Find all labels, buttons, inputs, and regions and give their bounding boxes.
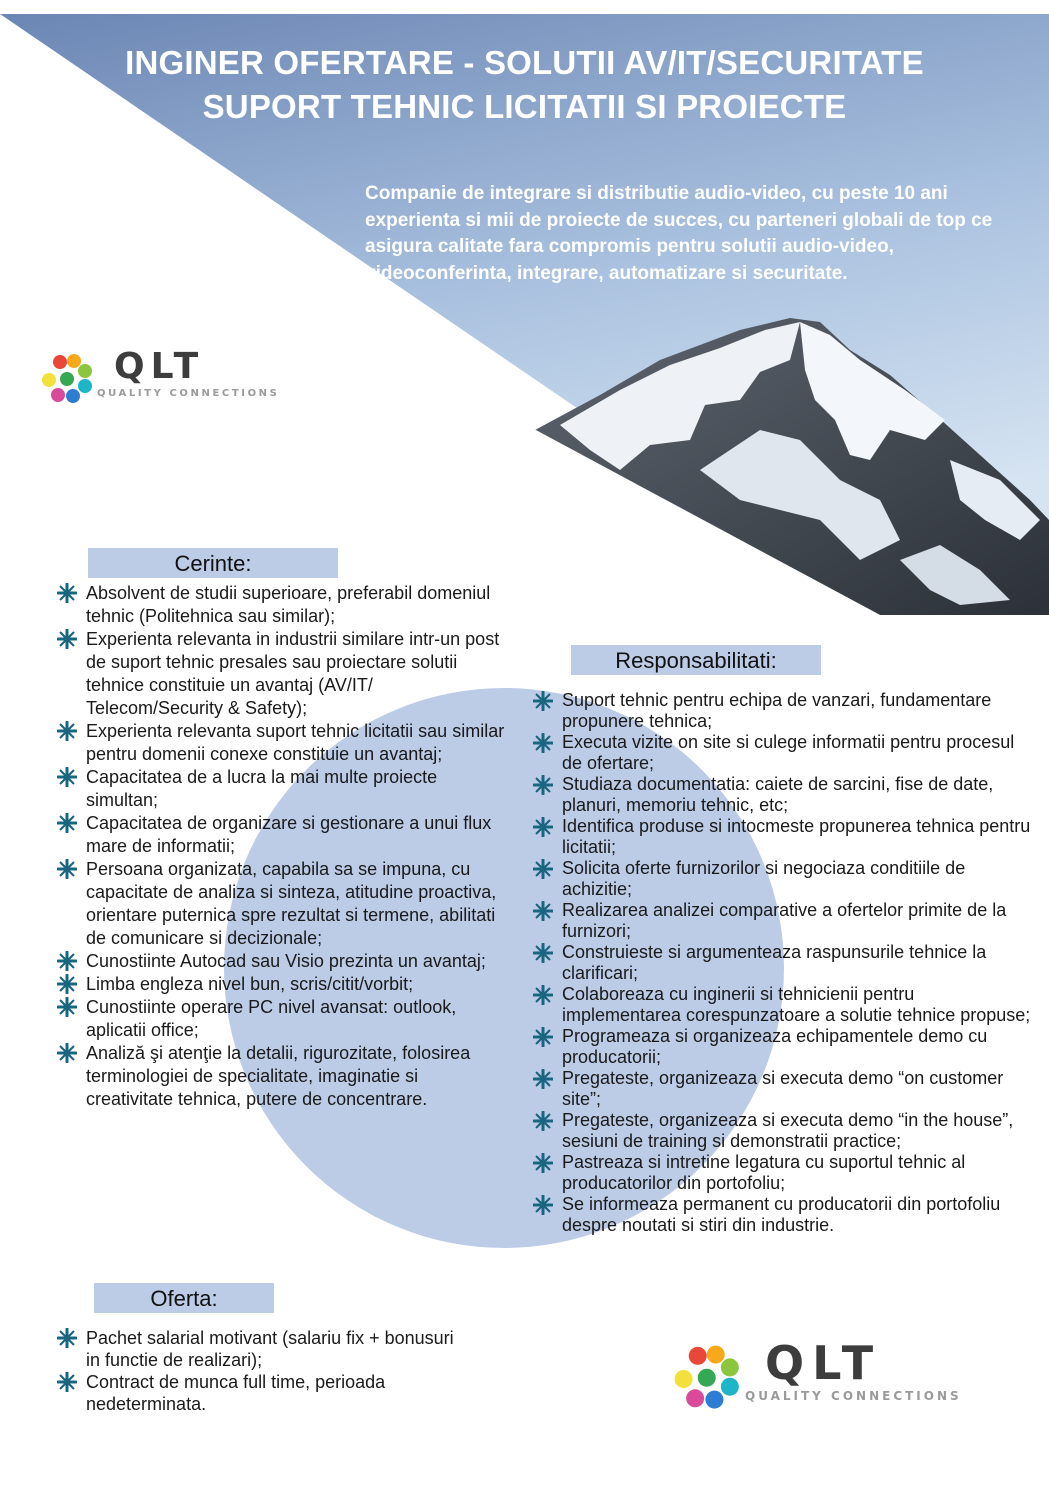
bullet-star-icon — [57, 1328, 77, 1348]
list-item — [55, 1042, 505, 1111]
list-item-text: Capacitatea de organizare si gestionare a unui flux mare de informatii; — [86, 813, 492, 856]
list-item-text: Construieste si argumenteaza raspunsurile tehnice la clarificari; — [562, 942, 987, 983]
list-item — [531, 984, 1031, 1026]
list-item — [55, 858, 505, 950]
bullet-star-icon — [533, 733, 553, 753]
list-item — [55, 1327, 455, 1371]
bullet-star-icon — [533, 1027, 553, 1047]
cerinte-heading: Cerinte: — [88, 548, 338, 578]
bullet-star-icon — [57, 974, 77, 994]
bullet-star-icon — [533, 691, 553, 711]
list-item — [55, 996, 505, 1042]
list-item-text: Experienta relevanta suport tehnic licitatii sau similar pentru domenii conexe constituie un avantaj; — [86, 721, 505, 764]
bullet-star-icon — [533, 985, 553, 1005]
list-item-text: Capacitatea de a lucra la mai multe proiecte simultan; — [86, 767, 438, 810]
bullet-star-icon — [57, 997, 77, 1017]
list-item-text: Pachet salarial motivant (salariu fix + bonusuri in functie de realizari); — [86, 1328, 454, 1370]
list-item-text: Persoana organizata, capabila sa se impuna, cu capacitate de analiza si sinteza, atitudine proactiva, orientare puternica spre rezultat si termene, abilitati de comunicare si decizionale; — [86, 859, 497, 948]
list-item — [531, 1110, 1031, 1152]
bullet-star-icon — [533, 943, 553, 963]
list-item-text: Experienta relevanta in industrii similare intr-un post de suport tehnic presales sau proiectare solutii tehnice constituie un avantaj (AV/IT/ Telecom/Security & Safety); — [86, 629, 500, 718]
list-item — [531, 690, 1031, 732]
page-subtitle: SUPORT TEHNIC LICITATII SI PROIECTE — [202, 88, 847, 125]
bullet-star-icon — [57, 951, 77, 971]
list-item — [55, 950, 505, 973]
qlt-logo-top — [40, 346, 280, 410]
list-item — [531, 774, 1031, 816]
logo-tagline: QUALITY CONNECTIONS — [97, 388, 280, 399]
list-item — [531, 942, 1031, 984]
bullet-star-icon — [57, 859, 77, 879]
list-item-text: Programeaza si organizeaza echipamentele demo cu producatorii; — [562, 1026, 988, 1067]
list-item-text: Limba engleza nivel bun, scris/citit/vorbit; — [86, 974, 414, 994]
logo-wordmark: QLT — [114, 346, 205, 387]
list-item-text: Analiză şi atenţie la detalii, rigurozitate, folosirea terminologiei de specialitate, imaginatie si creativitate tehnica, putere de concentrare. — [86, 1043, 471, 1109]
list-item — [531, 1194, 1031, 1236]
list-item-text: Studiaza documentatia: caiete de sarcini, fise de date, planuri, memoriu tehnic, etc; — [562, 774, 994, 815]
cerinte-list — [55, 582, 505, 1111]
list-item-text: Identifica produse si intocmeste propunerea tehnica pentru licitatii; — [562, 816, 1031, 857]
bullet-star-icon — [57, 721, 77, 741]
list-item-text: Cunostiinte operare PC nivel avansat: outlook, aplicatii office; — [86, 997, 457, 1040]
list-item — [55, 973, 505, 996]
bullet-star-icon — [57, 629, 77, 649]
list-item — [531, 900, 1031, 942]
list-item-text: Colaboreaza cu inginerii si tehnicienii pentru implementarea corespunzatoare a solutie tehnice propuse; — [562, 984, 1031, 1025]
list-item-text: Pregateste, organizeaza si executa demo “in the house”, sesiuni de training si demonstratii practice; — [562, 1110, 1014, 1151]
bullet-star-icon — [533, 859, 553, 879]
list-item — [55, 582, 505, 628]
logo-tagline: QUALITY CONNECTIONS — [745, 1389, 962, 1403]
list-item — [531, 816, 1031, 858]
list-item-text: Suport tehnic pentru echipa de vanzari, fundamentare propunere tehnica; — [562, 690, 992, 731]
list-item — [55, 628, 505, 720]
list-item-text: Cunostiinte Autocad sau Visio prezinta un avantaj; — [86, 951, 486, 971]
oferta-heading: Oferta: — [94, 1283, 274, 1313]
list-item — [55, 720, 505, 766]
list-item-text: Realizarea analizei comparative a ofertelor primite de la furnizori; — [562, 900, 1007, 941]
logo-wordmark: QLT — [765, 1336, 882, 1390]
list-item — [531, 1152, 1031, 1194]
list-item — [531, 1026, 1031, 1068]
list-item-text: Absolvent de studii superioare, preferabil domeniul tehnic (Politehnica sau similar); — [86, 583, 491, 626]
bullet-star-icon — [533, 1069, 553, 1089]
qlt-flower-icon — [672, 1343, 744, 1415]
bullet-star-icon — [57, 1372, 77, 1392]
page-title: INGINER OFERTARE - SOLUTII AV/IT/SECURITATE — [125, 44, 924, 81]
bullet-star-icon — [533, 901, 553, 921]
list-item — [55, 766, 505, 812]
bullet-star-icon — [57, 1043, 77, 1063]
bullet-star-icon — [533, 775, 553, 795]
list-item-text: Solicita oferte furnizorilor si negociaza conditiile de achizitie; — [562, 858, 966, 899]
bullet-star-icon — [57, 813, 77, 833]
list-item — [55, 1371, 455, 1415]
bullet-star-icon — [533, 1195, 553, 1215]
bullet-star-icon — [533, 1153, 553, 1173]
list-item-text: Se informeaza permanent cu producatorii din portofoliu despre noutati si stiri din industrie. — [562, 1194, 1001, 1235]
list-item — [531, 858, 1031, 900]
list-item-text: Pastreaza si intretine legatura cu suportul tehnic al producatorilor din portofoliu; — [562, 1152, 966, 1193]
list-item-text: Executa vizite on site si culege informatii pentru procesul de ofertare; — [562, 732, 1015, 773]
responsabilitati-list — [531, 690, 1031, 1236]
bullet-star-icon — [57, 767, 77, 787]
responsabilitati-heading: Responsabilitati: — [571, 645, 821, 675]
oferta-list — [55, 1327, 455, 1415]
list-item-text: Pregateste, organizeaza si executa demo “on customer site”; — [562, 1068, 1004, 1109]
list-item — [55, 812, 505, 858]
qlt-logo-bottom — [672, 1336, 972, 1415]
bullet-star-icon — [533, 817, 553, 837]
bullet-star-icon — [57, 583, 77, 603]
list-item — [531, 732, 1031, 774]
company-intro: Companie de integrare si distributie audio-video, cu peste 10 ani experienta si mii de proiecte de succes, cu parteneri globali de top ce asigura calitate fara compromis pentru solutii audio-video, videoconferinta, integrare, automatizare si securitate. — [365, 183, 993, 284]
bullet-star-icon — [533, 1111, 553, 1131]
list-item-text: Contract de munca full time, perioada nedeterminata. — [86, 1372, 386, 1414]
list-item — [531, 1068, 1031, 1110]
qlt-flower-icon — [40, 352, 96, 408]
